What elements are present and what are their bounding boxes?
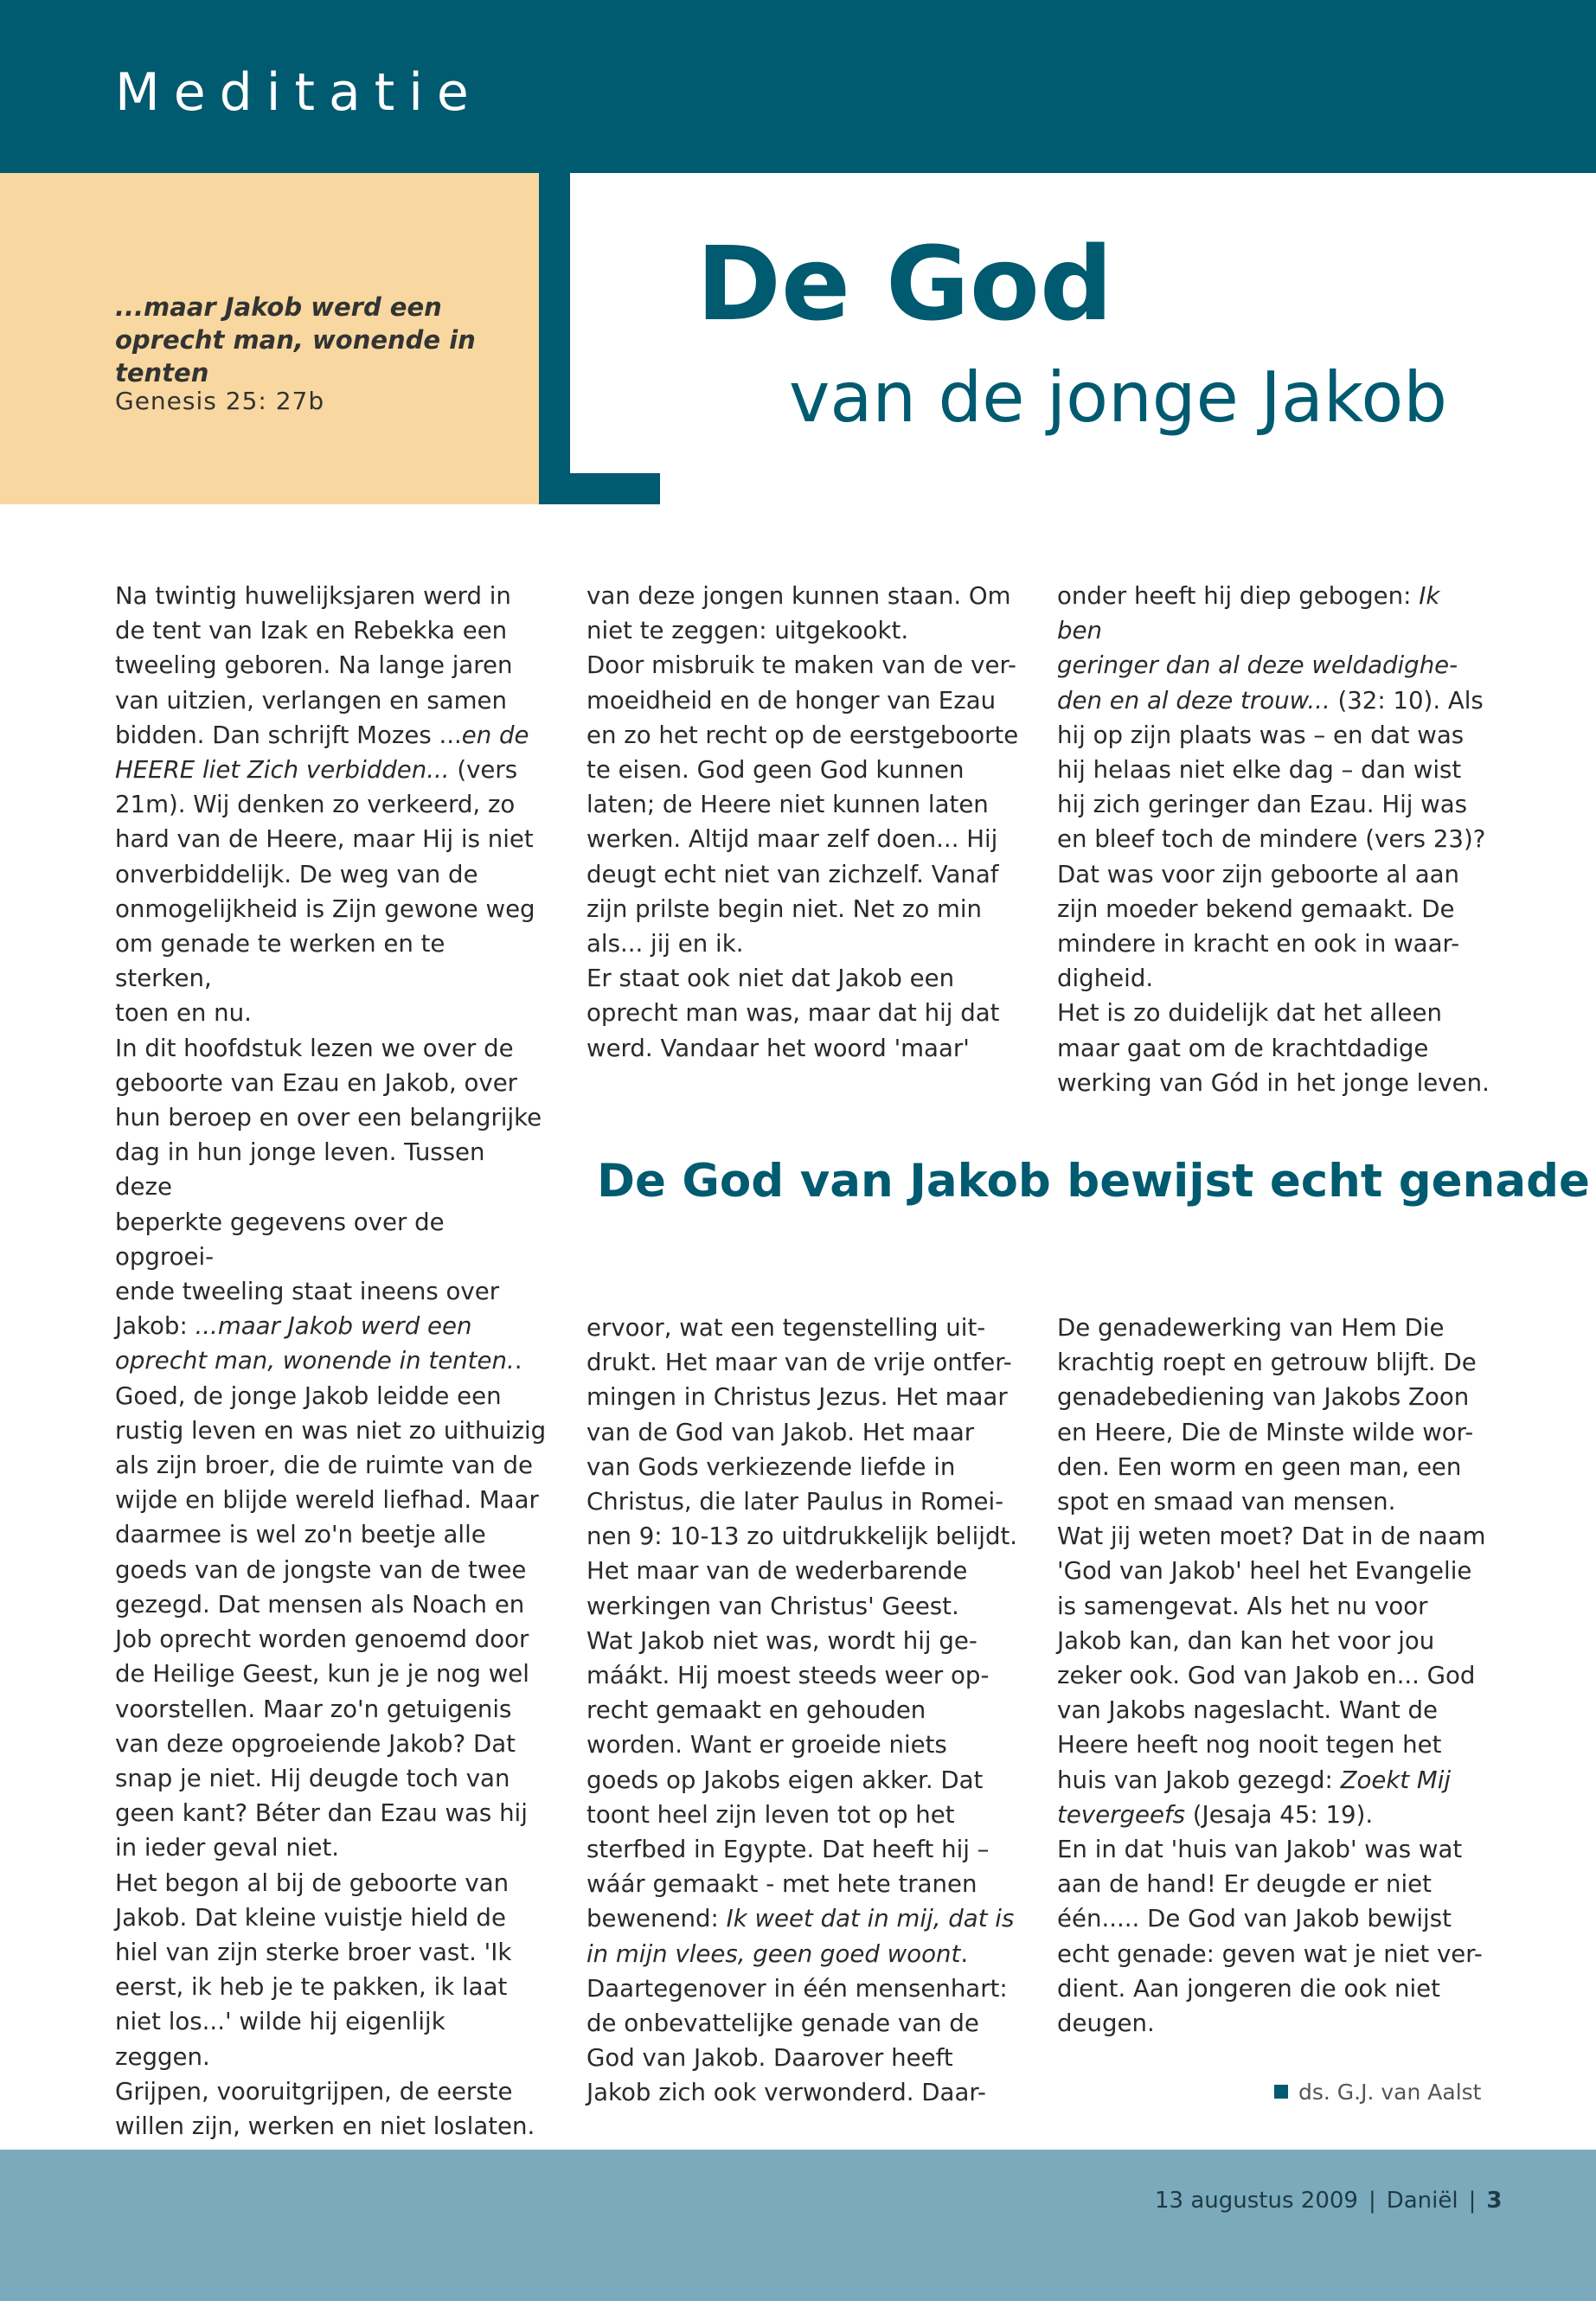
text-line [1057, 1380, 1490, 1414]
text-segment: niet te zeggen: uitgekookt. [586, 616, 909, 645]
text-line [1057, 892, 1490, 926]
text-line [1057, 648, 1490, 683]
text-line [586, 648, 1019, 683]
text-line [1057, 1727, 1490, 1762]
text-segment: deugen. [1057, 2009, 1155, 2038]
text-segment: rustig leven en was niet zo uithuizig [115, 1415, 547, 1445]
text-segment: ende tweeling staat ineens over [115, 1277, 500, 1306]
text-segment: laten; de Heere niet kunnen laten [586, 790, 989, 819]
text-segment: van Gods verkiezende liefde in [586, 1452, 956, 1481]
text-line [1057, 1450, 1490, 1484]
text-line [586, 996, 1019, 1030]
text-segment: worden. Want er groeide niets [586, 1730, 947, 1759]
text-segment: hij helaas niet elke dag – dan wist [1057, 755, 1462, 785]
text-line [1057, 1519, 1490, 1554]
body-column-1 [115, 579, 548, 2248]
section-label: Meditatie [115, 62, 483, 123]
text-line [586, 1345, 1019, 1380]
text-line [115, 1830, 548, 1865]
text-line [1057, 1484, 1490, 1519]
text-segment: digheid. [1057, 964, 1154, 993]
text-segment: de tent van Izak en Rebekka een [115, 616, 508, 645]
text-line [115, 787, 548, 822]
text-segment: Dat was voor zijn geboorte al aan [1057, 859, 1459, 888]
text-line [115, 1413, 548, 1448]
text-line [115, 1935, 548, 1970]
text-line [115, 2004, 548, 2073]
text-line [1057, 1311, 1490, 1345]
text-segment: Wat Jakob niet was, wordt hij ge- [586, 1625, 977, 1655]
text-segment: recht gemaakt en gehouden [586, 1695, 926, 1725]
magazine-name: Daniël [1386, 2188, 1458, 2214]
text-segment: (32: 10). Als [1330, 685, 1484, 715]
text-segment: goeds van de jongste van de twee [115, 1554, 527, 1584]
footer-info [1155, 2188, 1502, 2214]
text-segment: . [960, 1939, 969, 1968]
text-line [586, 753, 1019, 787]
text-segment: toont heel zijn leven tot op het [586, 1799, 955, 1829]
quote-reference: Genesis 25: 27b [115, 387, 325, 415]
text-segment: om genade te werken en te sterken, [115, 929, 445, 993]
text-segment: wijde en blijde wereld liefhad. Maar [115, 1485, 539, 1515]
text-line [1057, 1415, 1490, 1450]
text-segment: In dit hoofdstuk lezen we over de [115, 1033, 514, 1062]
text-line [115, 1761, 548, 1796]
text-line [1057, 1554, 1490, 1588]
text-line [115, 2074, 548, 2109]
text-segment: de Heilige Geest, kun je je nog wel [115, 1659, 529, 1689]
italic-text: ...maar Jakob werd een [195, 1311, 472, 1341]
text-segment: Het begon al bij de geboorte van [115, 1868, 510, 1897]
text-line [1057, 718, 1490, 753]
article-title: De God [696, 224, 1113, 343]
text-line [1057, 1937, 1490, 1971]
text-line [586, 2075, 1019, 2110]
text-line [586, 579, 1019, 613]
text-segment: mindere in kracht en ook in waar- [1057, 929, 1460, 958]
text-segment: ervoor, wat een tegenstelling uit- [586, 1313, 986, 1342]
text-line [586, 1589, 1019, 1624]
text-line [1057, 822, 1490, 856]
text-segment: nen 9: 10-13 zo uitdrukkelijk belijdt. [586, 1522, 1018, 1551]
text-segment: den. Een worm en geen man, een [1057, 1452, 1462, 1481]
text-segment: Grijpen, vooruitgrijpen, de eerste [115, 2076, 513, 2106]
text-line [1057, 1031, 1490, 1066]
text-segment: als zijn broer, die de ruimte van de [115, 1451, 533, 1480]
text-segment: echt genade: geven wat je niet ver- [1057, 1939, 1483, 1968]
text-line [115, 579, 548, 613]
text-line [1057, 579, 1490, 648]
text-line [586, 1519, 1019, 1554]
text-segment: máákt. Hij moest steeds weer op- [586, 1661, 990, 1690]
text-line [115, 2109, 548, 2144]
text-segment: Jakob zich ook verwonderd. Daar- [586, 2078, 986, 2107]
text-segment: zijn prilste begin niet. Net zo min [586, 894, 983, 923]
author-name: ds. G.J. van Aalst [1298, 2080, 1482, 2105]
text-segment: Goed, de jonge Jakob leidde een [115, 1381, 502, 1410]
text-segment: Christus, die later Paulus in Romei- [586, 1487, 1004, 1516]
text-line [1057, 1624, 1490, 1658]
text-segment: spot en smaad van mensen. [1057, 1487, 1396, 1516]
text-line [586, 2041, 1019, 2075]
text-line [115, 1100, 548, 1135]
text-line [115, 1274, 548, 1309]
text-segment: de onbevattelijke genade van de [586, 2009, 979, 2038]
text-line [1057, 683, 1490, 718]
text-line [586, 1693, 1019, 1727]
italic-text: den en al deze trouw... [1057, 685, 1330, 715]
text-segment: één..... De God van Jakob bewijst [1057, 1904, 1452, 1933]
text-line [1057, 1693, 1490, 1727]
text-line [115, 1866, 548, 1900]
text-line [115, 1727, 548, 1761]
text-line [586, 892, 1019, 926]
text-line [586, 822, 1019, 856]
text-line [115, 926, 548, 996]
bullet-square-icon [1274, 2085, 1288, 2099]
text-line [586, 1554, 1019, 1588]
text-segment: De genadewerking van Hem Die [1057, 1313, 1445, 1342]
text-line [586, 1415, 1019, 1450]
text-line [1057, 857, 1490, 892]
text-segment: (Jesaja 45: 19). [1185, 1799, 1374, 1829]
text-segment: hard van de Heere, maar Hij is niet [115, 824, 534, 854]
text-segment: aan de hand! Er deugde er niet [1057, 1869, 1432, 1899]
text-segment: te eisen. God geen God kunnen [586, 755, 965, 785]
text-line [115, 1900, 548, 1935]
text-segment: van deze opgroeiende Jakob? Dat [115, 1728, 516, 1758]
text-segment: hij zich geringer dan Ezau. Hij was [1057, 790, 1468, 819]
text-line [115, 1657, 548, 1691]
text-line [115, 1483, 548, 1517]
italic-text: Zoekt Mij [1340, 1765, 1452, 1794]
text-segment: als... jij en ik. [586, 929, 744, 958]
text-segment: Heere heeft nog nooit tegen het [1057, 1730, 1442, 1759]
text-segment: werkingen van Christus' Geest. [586, 1591, 959, 1620]
text-line [586, 1971, 1019, 2006]
text-line [1057, 1589, 1490, 1624]
body-column-2 [586, 579, 1019, 1066]
text-segment: genadebediening van Jakobs Zoon [1057, 1382, 1470, 1412]
text-line [586, 1763, 1019, 1798]
text-segment: (vers [449, 755, 518, 785]
text-line [115, 648, 548, 683]
text-line [586, 718, 1019, 753]
body-column-5 [1057, 1311, 1490, 2041]
text-line [1057, 961, 1490, 996]
text-segment: dag in hun jonge leven. Tussen deze [115, 1138, 485, 1202]
text-segment: Jakob kan, dan kan het voor jou [1057, 1625, 1435, 1655]
text-line [586, 1832, 1019, 1867]
text-segment: zijn moeder bekend gemaakt. De [1057, 894, 1455, 923]
text-segment: voorstellen. Maar zo'n getuigenis [115, 1694, 512, 1723]
article-subtitle: van de jonge Jakob [789, 357, 1448, 438]
text-segment: hij op zijn plaats was – en dat was [1057, 720, 1465, 749]
text-segment: Daartegenover in één mensenhart: [586, 1973, 1008, 2003]
text-segment: bewenend: [586, 1904, 727, 1933]
text-line [1057, 1658, 1490, 1693]
quote-text: ...maar Jakob werd een oprecht man, wonende in tenten [115, 292, 476, 388]
text-line [1057, 996, 1490, 1030]
text-line [115, 753, 548, 787]
text-line [586, 1624, 1019, 1658]
text-segment: niet los...' wilde hij eigenlijk zeggen. [115, 2007, 445, 2071]
text-line [1057, 1066, 1490, 1100]
text-segment: wáár gemaakt - met hete tranen [586, 1869, 977, 1899]
text-line [115, 1622, 548, 1657]
footer-separator: | [1368, 2188, 1376, 2214]
text-segment: tweeling geboren. Na lange jaren [115, 651, 513, 680]
text-segment: Job oprecht worden genoemd door [115, 1625, 529, 1654]
italic-text: tevergeefs [1057, 1799, 1186, 1829]
text-line [586, 1450, 1019, 1484]
text-segment: . [514, 1346, 522, 1375]
text-segment: moeidheid en de honger van Ezau [586, 685, 997, 715]
italic-text: Ik ben [1057, 581, 1440, 645]
text-segment: werken. Altijd maar zelf doen... Hij [586, 824, 998, 854]
text-segment: deugt echt niet van zichzelf. Vanaf [586, 859, 999, 888]
text-line [115, 1553, 548, 1587]
text-segment: snap je niet. Hij deugde toch van [115, 1763, 510, 1792]
footer-separator: | [1468, 2188, 1477, 2214]
text-line [1057, 1867, 1490, 1901]
text-line [586, 683, 1019, 718]
text-line [115, 857, 548, 892]
text-line [1057, 1901, 1490, 1936]
title-bracket-horizontal [539, 473, 660, 504]
text-segment: Jakob: [115, 1311, 195, 1341]
issue-date: 13 augustus 2009 [1155, 2188, 1358, 2214]
text-segment: willen zijn, werken en niet loslaten. [115, 2111, 535, 2140]
text-line [1057, 926, 1490, 961]
text-segment: Het maar van de wederbarende [586, 1556, 968, 1586]
text-line [115, 1448, 548, 1483]
text-line [115, 1135, 548, 1204]
text-segment: goeds op Jakobs eigen akker. Dat [586, 1765, 984, 1794]
text-line [586, 1380, 1019, 1414]
text-segment: onmogelijkheid is Zijn gewone weg [115, 894, 535, 923]
italic-text: oprecht man, wonende in tenten. [115, 1346, 515, 1375]
text-line [1057, 1345, 1490, 1380]
text-line [115, 1205, 548, 1274]
text-line [115, 1379, 548, 1413]
text-segment: beperkte gegevens over de opgroei- [115, 1207, 445, 1271]
text-line [115, 1517, 548, 1552]
text-line [1057, 1832, 1490, 1867]
text-line [586, 2006, 1019, 2041]
body-column-4 [586, 1311, 1019, 2111]
text-segment: dient. Aan jongeren die ook niet [1057, 1973, 1440, 2003]
text-line [586, 1798, 1019, 1832]
text-line [115, 996, 548, 1030]
author-byline [1274, 2080, 1481, 2105]
text-line [115, 822, 548, 856]
text-segment: en zo het recht op de eerstgeboorte [586, 720, 1019, 749]
text-line [586, 1658, 1019, 1693]
text-line [1057, 787, 1490, 822]
text-segment: hiel van zijn sterke broer vast. 'Ik [115, 1937, 512, 1966]
italic-text: HEERE liet Zich verbidden... [115, 755, 450, 785]
text-line [115, 718, 548, 753]
text-line [586, 1484, 1019, 1519]
section-heading: De God van Jakob bewijst echt genade [597, 1155, 1590, 1208]
text-segment: Wat jij weten moet? Dat in de naam [1057, 1522, 1486, 1551]
text-segment: Het is zo duidelijk dat het alleen [1057, 998, 1442, 1028]
text-line [115, 1970, 548, 2004]
text-line [586, 1901, 1019, 1936]
text-segment: gezegd. Dat mensen als Noach en [115, 1589, 525, 1618]
text-line [1057, 1971, 1490, 2006]
text-segment: krachtig roept en getrouw blijft. De [1057, 1348, 1477, 1377]
text-segment: hun beroep en over een belangrijke [115, 1103, 542, 1132]
text-segment: God van Jakob. Daarover heeft [586, 2043, 953, 2073]
title-bracket-vertical [539, 173, 570, 504]
text-line [586, 926, 1019, 961]
text-line [115, 683, 548, 718]
italic-text: in mijn vlees, geen goed woont [586, 1939, 961, 1968]
text-line [115, 1692, 548, 1727]
text-segment: maar gaat om de krachtdadige [1057, 1033, 1429, 1062]
text-segment: van deze jongen kunnen staan. Om [586, 581, 1011, 610]
text-segment: mingen in Christus Jezus. Het maar [586, 1382, 1008, 1412]
text-segment: werd. Vandaar het woord 'maar' [586, 1033, 970, 1062]
text-segment: eerst, ik heb je te pakken, ik laat [115, 1972, 508, 2002]
text-line [1057, 1763, 1490, 1798]
text-segment: drukt. Het maar van de vrije ontfer- [586, 1348, 1012, 1377]
text-segment: oprecht man was, maar dat hij dat [586, 998, 1000, 1028]
text-line [1057, 753, 1490, 787]
italic-text: geringer dan al deze weldadighe- [1057, 651, 1458, 680]
text-line [586, 857, 1019, 892]
italic-text: en de [461, 720, 529, 749]
text-line [115, 1796, 548, 1830]
text-line [586, 1727, 1019, 1762]
text-segment: werking van Gód in het jonge leven. [1057, 1067, 1490, 1097]
text-segment: Door misbruik te maken van de ver- [586, 651, 1017, 680]
text-segment: En in dat 'huis van Jakob' was wat [1057, 1835, 1463, 1864]
text-segment: daarmee is wel zo'n beetje alle [115, 1520, 486, 1549]
text-segment: 'God van Jakob' heel het Evangelie [1057, 1556, 1472, 1586]
text-line [586, 1867, 1019, 1901]
text-line [1057, 1798, 1490, 1832]
text-segment: van uitzien, verlangen en samen [115, 685, 507, 715]
text-segment: is samengevat. Als het nu voor [1057, 1591, 1428, 1620]
text-line [586, 961, 1019, 996]
text-segment: geboorte van Ezau en Jakob, over [115, 1067, 518, 1097]
text-segment: onder heeft hij diep gebogen: [1057, 581, 1420, 610]
text-line [115, 892, 548, 926]
text-segment: van Jakobs nageslacht. Want de [1057, 1695, 1438, 1725]
text-line [586, 1031, 1019, 1066]
text-segment: onverbiddelijk. De weg van de [115, 859, 478, 888]
text-line [1057, 2006, 1490, 2041]
text-segment: huis van Jakob gezegd: [1057, 1765, 1341, 1794]
text-segment: Er staat ook niet dat Jakob een [586, 964, 955, 993]
text-segment: in ieder geval niet. [115, 1833, 340, 1862]
text-segment: Jakob. Dat kleine vuistje hield de [115, 1902, 506, 1932]
body-column-3 [1057, 579, 1490, 1100]
text-line [115, 613, 548, 648]
text-line [115, 1031, 548, 1066]
text-segment: toen en nu. [115, 998, 252, 1028]
text-segment: van de God van Jakob. Het maar [586, 1417, 975, 1446]
text-line [586, 1311, 1019, 1345]
text-segment: en bleef toch de mindere (vers 23)? [1057, 824, 1486, 854]
text-segment: sterfbed in Egypte. Dat heeft hij – [586, 1835, 990, 1864]
text-segment: zeker ook. God van Jakob en... God [1057, 1661, 1476, 1690]
text-segment: 21m). Wij denken zo verkeerd, zo [115, 790, 516, 819]
text-segment: en Heere, Die de Minste wilde wor- [1057, 1417, 1474, 1446]
text-segment: bidden. Dan schrijft Mozes ... [115, 720, 462, 749]
text-line [115, 1309, 548, 1343]
text-segment: geen kant? Béter dan Ezau was hij [115, 1798, 528, 1828]
italic-text: Ik weet dat in mij, dat is [726, 1904, 1015, 1933]
text-line [586, 787, 1019, 822]
text-line [115, 1343, 548, 1378]
text-line [586, 1937, 1019, 1971]
page-number: 3 [1486, 2188, 1503, 2214]
text-line [586, 613, 1019, 648]
footer-bar [0, 2150, 1596, 2301]
text-line [115, 1587, 548, 1622]
text-segment: Na twintig huwelijksjaren werd in [115, 581, 511, 610]
text-line [115, 1066, 548, 1100]
